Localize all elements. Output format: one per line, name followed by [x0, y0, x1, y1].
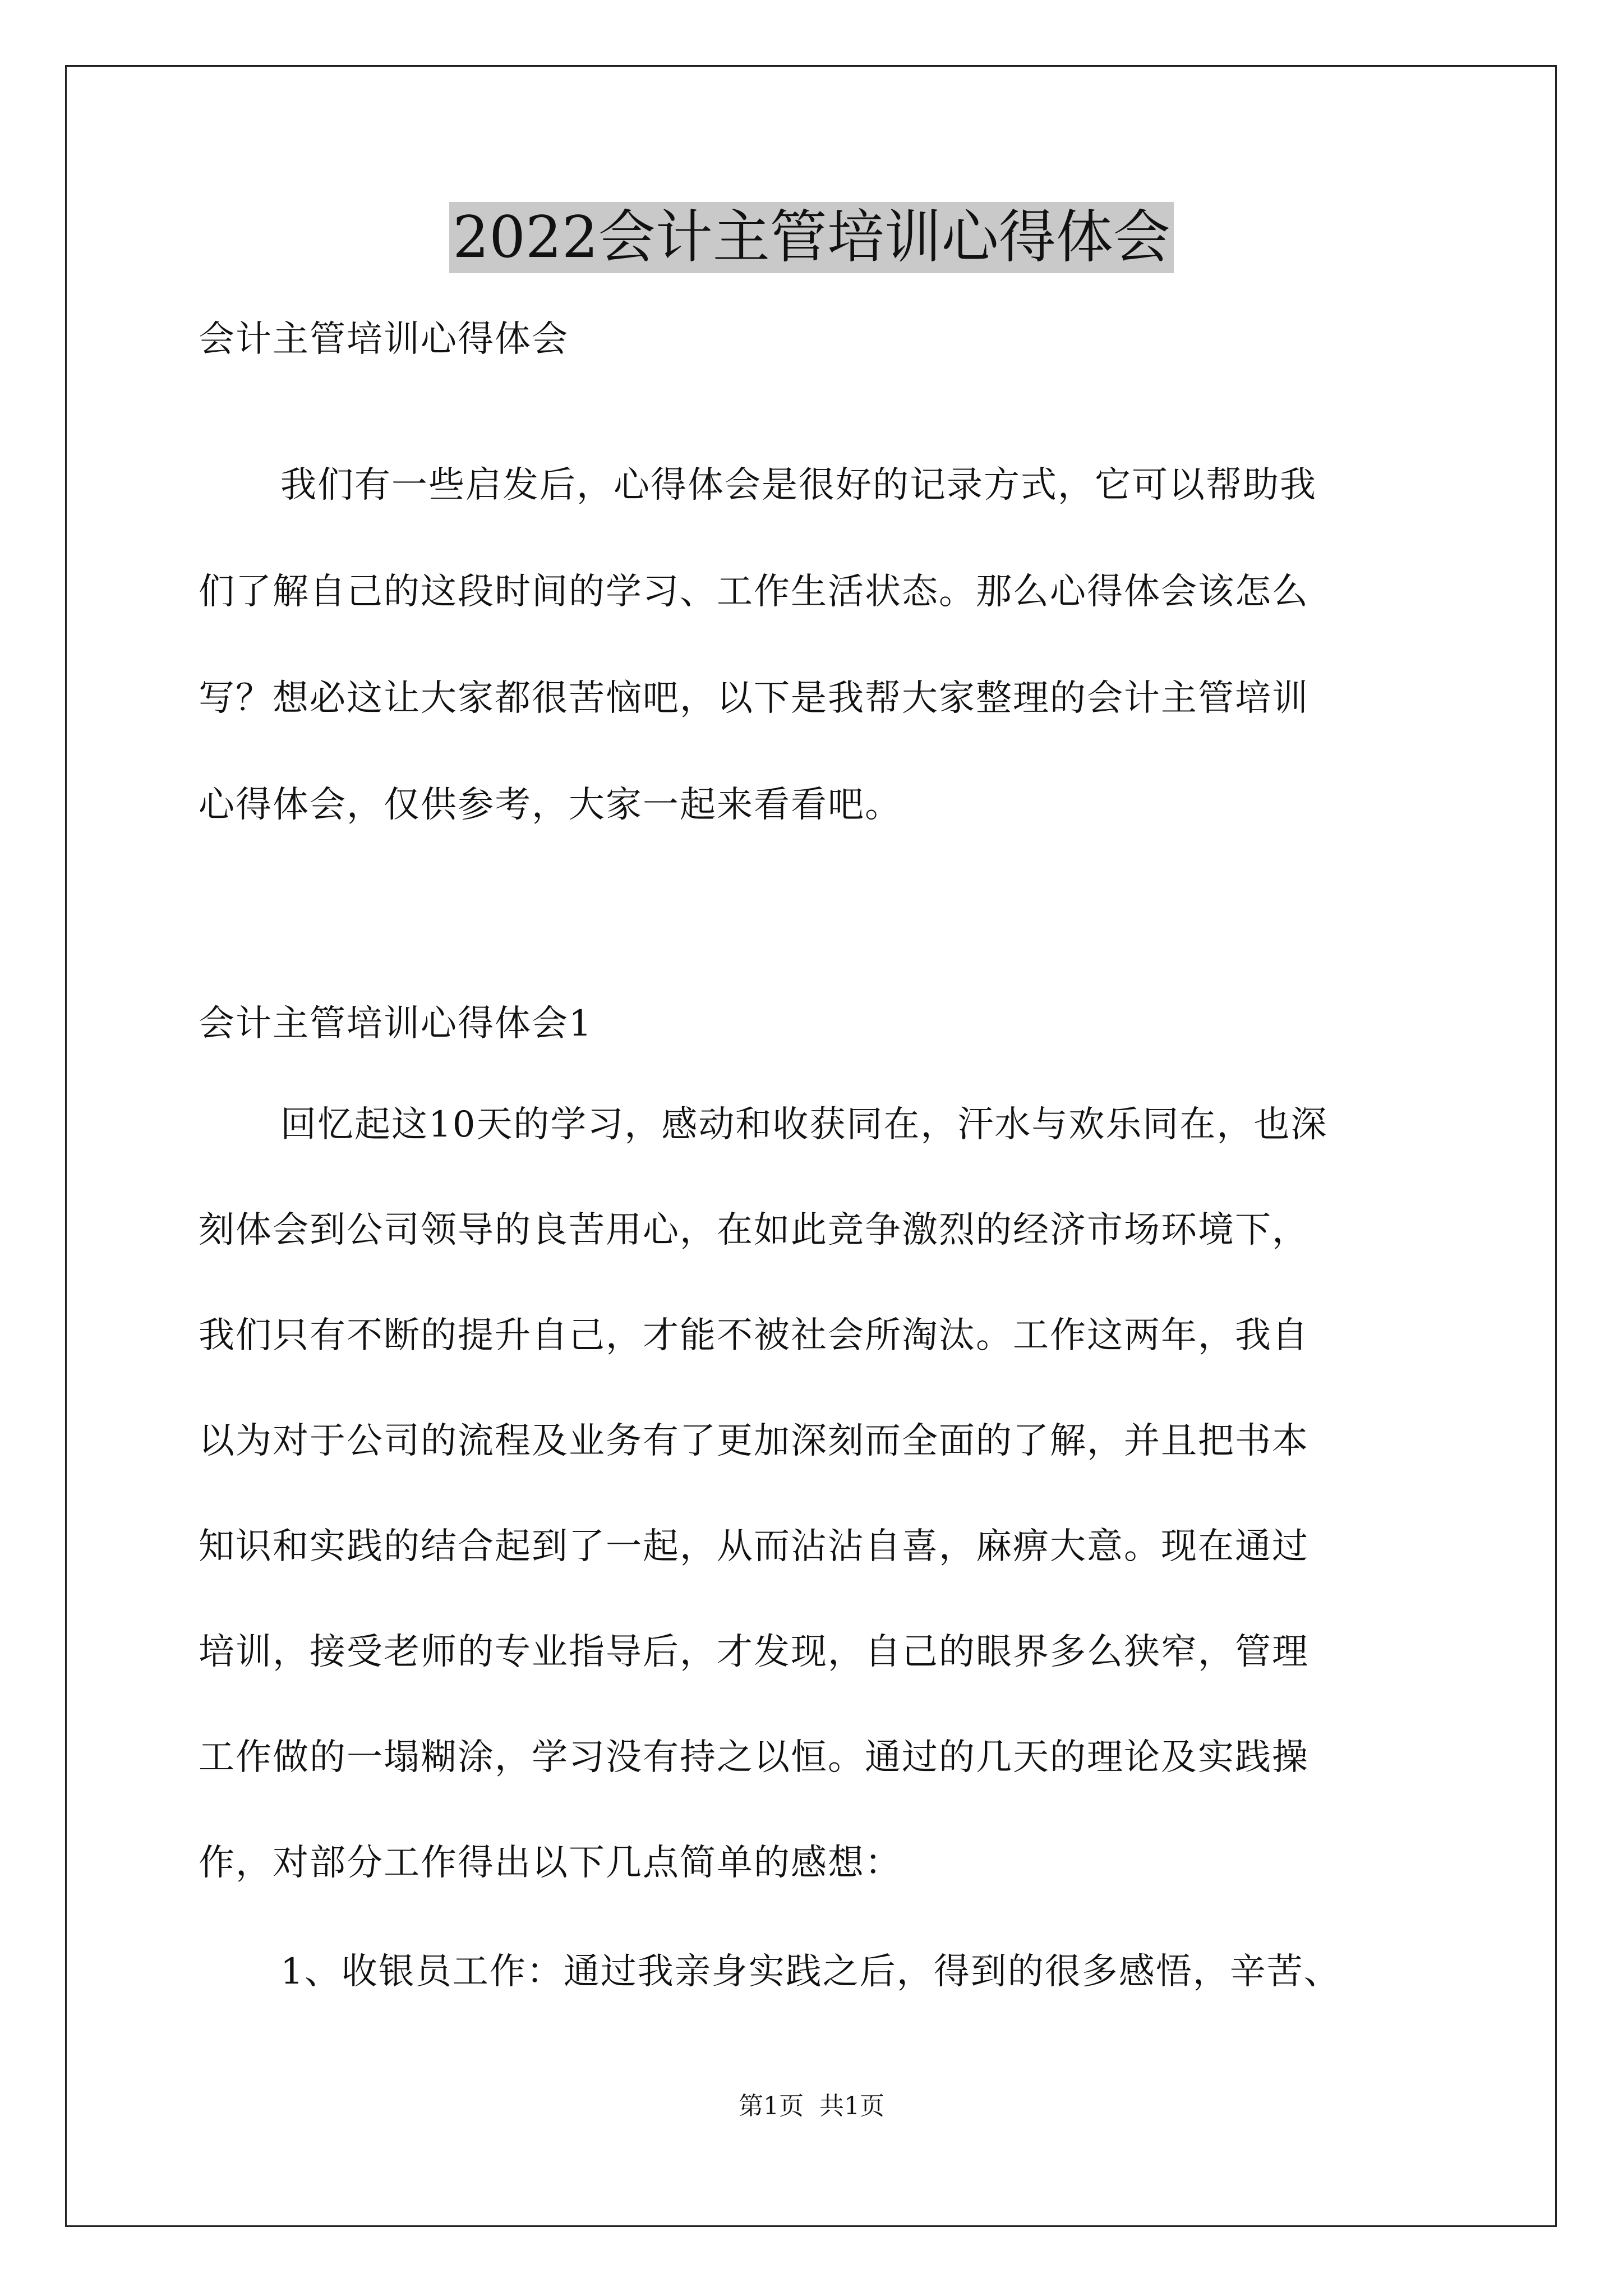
section-line-1: 回忆起这10天的学习，感动和收获同在，汗水与欢乐同在，也深 — [280, 1104, 1328, 1145]
section-line-8: 作，对部分工作得出以下几点简单的感想： — [199, 1842, 902, 1884]
intro-line-3: 写？想必这让大家都很苦恼吧，以下是我帮大家整理的会计主管培训 — [199, 678, 1309, 719]
intro-line-4: 心得体会，仅供参考，大家一起来看看吧。 — [199, 784, 902, 826]
intro-line-2: 们了解自己的这段时间的学习、工作生活状态。那么心得体会该怎么 — [199, 571, 1309, 613]
intro-line-1: 我们有一些启发后，心得体会是很好的记录方式，它可以帮助我 — [280, 464, 1317, 506]
title-highlight: 2022会计主管培训心得体会 — [449, 202, 1174, 273]
section-line-9: 1、收银员工作：通过我亲身实践之后，得到的很多感悟，辛苦、 — [280, 1951, 1341, 1993]
document-title — [0, 200, 1623, 276]
section-line-2: 刻体会到公司领导的良苦用心，在如此竞争激烈的经济市场环境下， — [199, 1209, 1309, 1251]
section-heading: 会计主管培训心得体会1 — [199, 1003, 593, 1045]
subtitle: 会计主管培训心得体会 — [199, 319, 569, 360]
section-line-5: 知识和实践的结合起到了一起，从而沾沾自喜，麻痹大意。现在通过 — [199, 1526, 1309, 1567]
section-line-3: 我们只有不断的提升自己，才能不被社会所淘汰。工作这两年，我自 — [199, 1315, 1309, 1356]
section-line-7: 工作做的一塌糊涂，学习没有持之以恒。通过的几天的理论及实践操 — [199, 1737, 1309, 1778]
page-footer: 第1页 共1页 — [739, 2092, 884, 2120]
section-line-6: 培训，接受老师的专业指导后，才发现，自己的眼界多么狭窄，管理 — [199, 1631, 1309, 1673]
section-line-4: 以为对于公司的流程及业务有了更加深刻而全面的了解，并且把书本 — [199, 1420, 1309, 1462]
